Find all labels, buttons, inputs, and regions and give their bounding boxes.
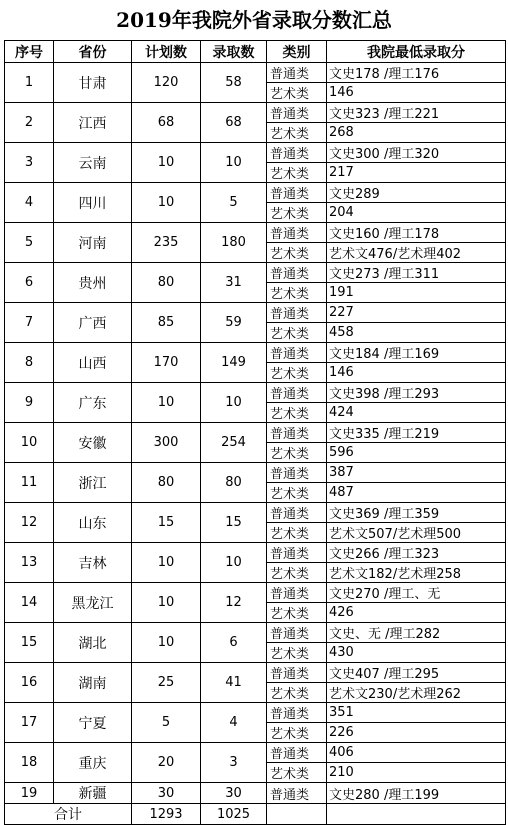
- row-category: 艺术类: [267, 523, 327, 543]
- row-index: 2: [5, 103, 54, 143]
- row-province: 湖北: [54, 623, 132, 663]
- row-min-score: 458: [327, 323, 506, 343]
- row-min-score: 文史398 /理工293: [327, 383, 506, 403]
- row-index: 1: [5, 63, 54, 103]
- row-category: 普通类: [267, 263, 327, 283]
- header-index: 序号: [5, 41, 54, 63]
- row-category: 艺术类: [267, 443, 327, 463]
- row-admitted: 10: [201, 143, 267, 183]
- row-admitted: 5: [201, 183, 267, 223]
- table-row: [5, 263, 506, 283]
- row-province: 河南: [54, 223, 132, 263]
- row-plan: 15: [132, 503, 201, 543]
- row-category: 普通类: [267, 383, 327, 403]
- row-plan: 235: [132, 223, 201, 263]
- row-province: 安徽: [54, 423, 132, 463]
- row-min-score: 146: [327, 83, 506, 103]
- table-row: [5, 223, 506, 243]
- row-min-score: 文史、无 /理工282: [327, 623, 506, 643]
- row-min-score: 文史300 /理工320: [327, 143, 506, 163]
- row-min-score: 191: [327, 283, 506, 303]
- row-index: 17: [5, 703, 54, 743]
- score-table: [4, 40, 506, 825]
- row-plan: 10: [132, 623, 201, 663]
- row-min-score: 146: [327, 363, 506, 383]
- row-min-score: 文史407 /理工295: [327, 663, 506, 683]
- row-index: 4: [5, 183, 54, 223]
- row-category: 艺术类: [267, 643, 327, 663]
- row-plan: 5: [132, 703, 201, 743]
- header-plan: 计划数: [132, 41, 201, 63]
- row-province: 江西: [54, 103, 132, 143]
- row-plan: 80: [132, 463, 201, 503]
- table-row: [5, 543, 506, 563]
- row-province: 浙江: [54, 463, 132, 503]
- row-category: 普通类: [267, 183, 327, 203]
- row-min-score: 文史184 /理工169: [327, 343, 506, 363]
- total-admitted: 1025: [201, 804, 267, 825]
- table-row: [5, 383, 506, 403]
- row-plan: 68: [132, 103, 201, 143]
- table-row: [5, 783, 506, 804]
- row-admitted: 59: [201, 303, 267, 343]
- document-title: 2019年我院外省录取分数汇总: [116, 8, 392, 32]
- row-admitted: 6: [201, 623, 267, 663]
- row-category: 艺术类: [267, 123, 327, 143]
- row-index: 3: [5, 143, 54, 183]
- row-min-score: 217: [327, 163, 506, 183]
- row-index: 15: [5, 623, 54, 663]
- row-admitted: 254: [201, 423, 267, 463]
- row-index: 16: [5, 663, 54, 703]
- row-min-score: 426: [327, 603, 506, 623]
- row-admitted: 80: [201, 463, 267, 503]
- row-category: 艺术类: [267, 683, 327, 703]
- row-admitted: 3: [201, 743, 267, 783]
- table-row: [5, 103, 506, 123]
- table-row: [5, 623, 506, 643]
- row-index: 11: [5, 463, 54, 503]
- row-min-score: 文史273 /理工311: [327, 263, 506, 283]
- header-min-score: 我院最低录取分: [327, 41, 506, 63]
- row-min-score: 文史160 /理工178: [327, 223, 506, 243]
- row-admitted: 180: [201, 223, 267, 263]
- row-min-score: 文史280 /理工199: [327, 783, 506, 804]
- row-min-score: 艺术文182/艺术理258: [327, 563, 506, 583]
- row-min-score: 351: [327, 703, 506, 723]
- row-province: 吉林: [54, 543, 132, 583]
- row-province: 广西: [54, 303, 132, 343]
- row-category: 普通类: [267, 143, 327, 163]
- row-category: 普通类: [267, 303, 327, 323]
- row-min-score: 596: [327, 443, 506, 463]
- total-plan: 1293: [132, 804, 201, 825]
- table-row: [5, 583, 506, 603]
- row-plan: 10: [132, 143, 201, 183]
- row-category: 艺术类: [267, 323, 327, 343]
- row-category: 普通类: [267, 743, 327, 763]
- row-plan: 300: [132, 423, 201, 463]
- row-category: 普通类: [267, 663, 327, 683]
- total-label: 合计: [5, 804, 132, 825]
- row-min-score: 424: [327, 403, 506, 423]
- row-category: 艺术类: [267, 283, 327, 303]
- table-row: [5, 183, 506, 203]
- row-category: 普通类: [267, 223, 327, 243]
- row-min-score: 268: [327, 123, 506, 143]
- row-category: 普通类: [267, 423, 327, 443]
- row-admitted: 68: [201, 103, 267, 143]
- row-index: 10: [5, 423, 54, 463]
- row-min-score: 文史323 /理工221: [327, 103, 506, 123]
- row-province: 山西: [54, 343, 132, 383]
- table-row: [5, 463, 506, 483]
- row-category: 普通类: [267, 703, 327, 723]
- row-admitted: 12: [201, 583, 267, 623]
- row-index: 12: [5, 503, 54, 543]
- row-min-score: 204: [327, 203, 506, 223]
- table-body: [5, 63, 506, 804]
- row-category: 普通类: [267, 103, 327, 123]
- row-category: 艺术类: [267, 403, 327, 423]
- header-category: 类别: [267, 41, 327, 63]
- row-min-score: 艺术文507/艺术理500: [327, 523, 506, 543]
- row-index: 5: [5, 223, 54, 263]
- row-category: 艺术类: [267, 603, 327, 623]
- table-row: [5, 423, 506, 443]
- row-min-score: 487: [327, 483, 506, 503]
- row-admitted: 4: [201, 703, 267, 743]
- table-row: [5, 63, 506, 83]
- row-min-score: 文史369 /理工359: [327, 503, 506, 523]
- row-plan: 30: [132, 783, 201, 804]
- row-admitted: 15: [201, 503, 267, 543]
- row-min-score: 文史335 /理工219: [327, 423, 506, 443]
- row-admitted: 31: [201, 263, 267, 303]
- row-province: 云南: [54, 143, 132, 183]
- row-plan: 170: [132, 343, 201, 383]
- header-row: [5, 41, 506, 63]
- row-province: 广东: [54, 383, 132, 423]
- row-category: 艺术类: [267, 83, 327, 103]
- header-province: 省份: [54, 41, 132, 63]
- table-row: [5, 143, 506, 163]
- row-plan: 10: [132, 183, 201, 223]
- row-plan: 10: [132, 583, 201, 623]
- row-admitted: 41: [201, 663, 267, 703]
- row-category: 普通类: [267, 343, 327, 363]
- header-admitted: 录取数: [201, 41, 267, 63]
- row-category: 艺术类: [267, 203, 327, 223]
- table-row: [5, 743, 506, 763]
- row-category: 普通类: [267, 783, 327, 804]
- row-plan: 25: [132, 663, 201, 703]
- row-province: 四川: [54, 183, 132, 223]
- row-index: 9: [5, 383, 54, 423]
- row-plan: 10: [132, 543, 201, 583]
- row-province: 重庆: [54, 743, 132, 783]
- row-admitted: 10: [201, 543, 267, 583]
- row-min-score: 210: [327, 763, 506, 783]
- row-min-score: 430: [327, 643, 506, 663]
- row-category: 艺术类: [267, 563, 327, 583]
- row-category: 普通类: [267, 583, 327, 603]
- row-min-score: 226: [327, 723, 506, 743]
- row-index: 7: [5, 303, 54, 343]
- row-admitted: 58: [201, 63, 267, 103]
- row-category: 普通类: [267, 63, 327, 83]
- total-row: [5, 804, 506, 825]
- row-index: 19: [5, 783, 54, 804]
- row-plan: 20: [132, 743, 201, 783]
- row-province: 新疆: [54, 783, 132, 804]
- row-province: 宁夏: [54, 703, 132, 743]
- row-min-score: 艺术文230/艺术理262: [327, 683, 506, 703]
- row-index: 14: [5, 583, 54, 623]
- row-province: 黑龙江: [54, 583, 132, 623]
- row-admitted: 30: [201, 783, 267, 804]
- row-index: 8: [5, 343, 54, 383]
- row-province: 湖南: [54, 663, 132, 703]
- row-min-score: 文史178 /理工176: [327, 63, 506, 83]
- row-plan: 80: [132, 263, 201, 303]
- table-row: [5, 703, 506, 723]
- row-category: 艺术类: [267, 763, 327, 783]
- table-row: [5, 663, 506, 683]
- row-min-score: 387: [327, 463, 506, 483]
- table-row: [5, 343, 506, 363]
- row-category: 艺术类: [267, 243, 327, 263]
- row-admitted: 149: [201, 343, 267, 383]
- row-category: 普通类: [267, 463, 327, 483]
- row-plan: 120: [132, 63, 201, 103]
- total-empty-score: [327, 804, 506, 825]
- table-row: [5, 503, 506, 523]
- row-category: 普通类: [267, 543, 327, 563]
- row-category: 艺术类: [267, 723, 327, 743]
- row-province: 山东: [54, 503, 132, 543]
- row-plan: 10: [132, 383, 201, 423]
- table-row: [5, 303, 506, 323]
- row-category: 艺术类: [267, 163, 327, 183]
- row-province: 贵州: [54, 263, 132, 303]
- row-category: 普通类: [267, 623, 327, 643]
- row-category: 普通类: [267, 503, 327, 523]
- row-index: 6: [5, 263, 54, 303]
- row-min-score: 艺术文476/艺术理402: [327, 243, 506, 263]
- total-empty-category: [267, 804, 327, 825]
- row-min-score: 文史266 /理工323: [327, 543, 506, 563]
- row-min-score: 406: [327, 743, 506, 763]
- row-plan: 85: [132, 303, 201, 343]
- row-admitted: 10: [201, 383, 267, 423]
- row-min-score: 227: [327, 303, 506, 323]
- row-min-score: 文史270 /理工、无: [327, 583, 506, 603]
- row-min-score: 文史289: [327, 183, 506, 203]
- row-category: 艺术类: [267, 363, 327, 383]
- row-index: 18: [5, 743, 54, 783]
- row-province: 甘肃: [54, 63, 132, 103]
- row-index: 13: [5, 543, 54, 583]
- row-category: 艺术类: [267, 483, 327, 503]
